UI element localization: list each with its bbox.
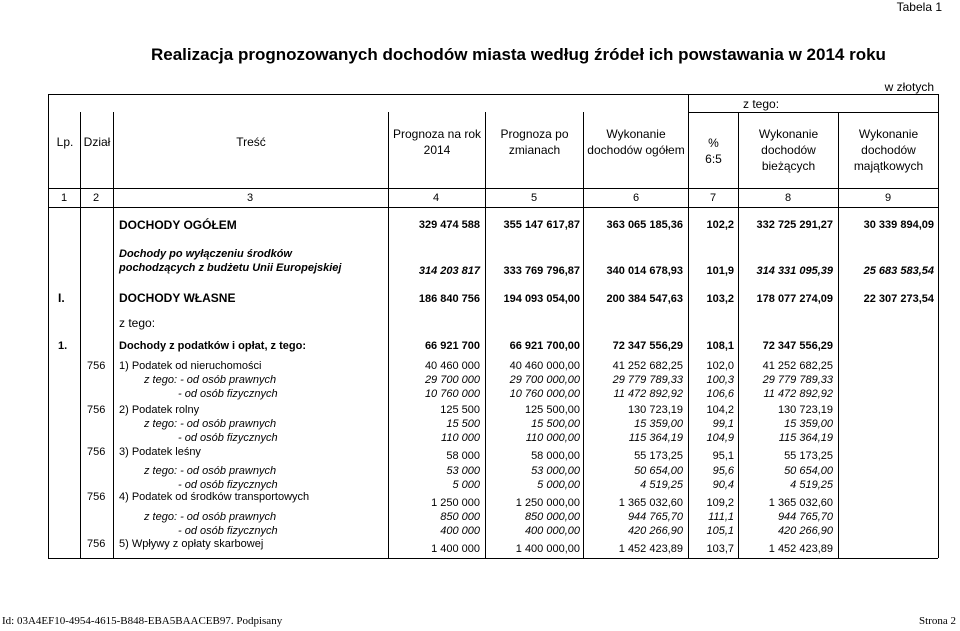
row-ue-c7: 101,9 [706, 265, 734, 277]
col-number-3: 3 [246, 192, 254, 204]
row-nieruch-c7: 102,0 [706, 360, 734, 372]
header-prognoza-zmiany-line2: zmianach [508, 143, 561, 157]
row-ue-c5: 333 769 796,87 [503, 265, 580, 277]
row-nieruch-prawne-label: z tego: - od osób prawnych [144, 374, 277, 386]
col-number-1: 1 [60, 192, 68, 204]
header-percent-line2: 6:5 [705, 152, 722, 166]
row-rolny-fizyczne-c8: 115 364,19 [778, 432, 833, 444]
row-rolny-c8: 130 723,19 [777, 404, 833, 416]
header-percent-line1: % [708, 136, 719, 150]
row-ue-c4: 314 203 817 [418, 265, 480, 277]
row-wlasne-c5: 194 093 054,00 [503, 293, 580, 305]
row-lesny-c5: 58 000,00 [531, 450, 580, 462]
row-wlasne-c8: 178 077 274,09 [756, 293, 833, 305]
row-ogolem-c9: 30 339 894,09 [863, 219, 934, 231]
row-rolny-prawne-c5: 15 500,00 [531, 418, 580, 430]
row-lesny-c7: 95,1 [712, 450, 734, 462]
row-rolny-fizyczne-label: - od osób fizycznych [178, 432, 278, 444]
row-rolny-prawne-c7: 99,1 [712, 418, 734, 430]
row-nieruch-c8: 41 252 682,25 [762, 360, 833, 372]
row-lesny-fizyczne-c5: 5 000,00 [537, 479, 580, 491]
row-rolny-c4: 125 500 [440, 404, 480, 416]
row-lesny-label: 3) Podatek leśny [119, 446, 201, 458]
row-transport-fizyczne-label: - od osób fizycznych [178, 525, 278, 537]
row-wlasne-label: DOCHODY WŁASNE [119, 291, 236, 305]
header-prognoza-rok [389, 126, 485, 158]
header-tresc: Treść [236, 135, 266, 149]
row-transport-fizyczne-c5: 400 000,00 [524, 525, 580, 537]
row-skarbowa-label: 5) Wpływy z opłaty skarbowej [119, 538, 264, 550]
row-ogolem-c7: 102,2 [706, 219, 734, 231]
row-nieruch-fizyczne-c6: 11 472 892,92 [613, 388, 683, 400]
row-nieruch-prawne-c4: 29 700 000 [424, 374, 480, 386]
header-wykonanie-biezace-line2: dochodów [761, 143, 816, 157]
row-podatki-c5: 66 921 700,00 [509, 340, 580, 352]
row-lesny-prawne-c8: 50 654,00 [784, 465, 833, 477]
row-nieruch-fizyczne-c4: 10 760 000 [424, 388, 480, 400]
row-transport-fizyczne-c8: 420 266,90 [777, 525, 833, 537]
row-transport-prawne-c6: 944 765,70 [627, 511, 683, 523]
row-transport-fizyczne-c6: 420 266,90 [627, 525, 683, 537]
row-skarbowa-c6: 1 452 423,89 [618, 543, 683, 555]
row-ue-c8: 314 331 095,39 [756, 265, 833, 277]
row-lesny-prawne-c4: 53 000 [446, 465, 480, 477]
header-wykonanie-biezace [739, 126, 838, 174]
row-rolny-c6: 130 723,19 [627, 404, 683, 416]
row-podatki-label: Dochody z podatków i opłat, z tego: [119, 340, 306, 352]
row-transport-prawne-c4: 850 000 [440, 511, 480, 523]
header-wykonanie-biezace-line3: bieżących [761, 159, 816, 173]
unit-label: w złotych [884, 80, 934, 94]
row-ue-label-line1: Dochody po wyłączeniu środków [119, 248, 292, 260]
row-nieruch-c4: 40 460 000 [424, 360, 480, 372]
page-title: Realizacja prognozowanych dochodów miasta według źródeł ich powstawania w 2014 roku [151, 45, 886, 64]
table-border-bottom [48, 558, 938, 559]
row-nieruch-c6: 41 252 682,25 [612, 360, 683, 372]
header-wykonanie-majatkowe-line1: Wykonanie [858, 127, 919, 141]
row-rolny-fizyczne-c6: 115 364,19 [628, 432, 683, 444]
row-transport-c8: 1 365 032,60 [768, 497, 833, 509]
row-skarbowa-dzial: 756 [87, 538, 106, 550]
header-wykonanie-majatkowe [839, 126, 938, 174]
col-number-7: 7 [709, 192, 717, 204]
row-wlasne-c7: 103,2 [706, 293, 734, 305]
row-skarbowa-c7: 103,7 [706, 543, 734, 555]
row-podatki-c7: 108,1 [706, 340, 734, 352]
row-ue-label-line2: pochodzących z budżetu Unii Europejskiej [119, 262, 342, 274]
row-ogolem-c8: 332 725 291,27 [756, 219, 833, 231]
row-podatki-c6: 72 347 556,29 [612, 340, 683, 352]
row-transport-prawne-c8: 944 765,70 [777, 511, 833, 523]
header-lp: Lp. [56, 135, 74, 149]
row-podatki-c4: 66 921 700 [424, 340, 480, 352]
row-transport-prawne-label: z tego: - od osób prawnych [144, 511, 277, 523]
row-rolny-fizyczne-c5: 110 000,00 [525, 432, 580, 444]
row-ue-c9: 25 683 583,54 [863, 265, 934, 277]
row-skarbowa-c8: 1 452 423,89 [768, 543, 833, 555]
row-transport-fizyczne-c4: 400 000 [440, 525, 480, 537]
col-number-5: 5 [530, 192, 538, 204]
row-nieruch-fizyczne-label: - od osób fizycznych [178, 388, 278, 400]
row-lesny-dzial: 756 [87, 446, 106, 458]
row-rolny-prawne-c8: 15 359,00 [784, 418, 833, 430]
row-skarbowa-c4: 1 400 000 [431, 543, 480, 555]
row-lesny-prawne-c6: 50 654,00 [634, 465, 683, 477]
header-prognoza-zmiany [486, 126, 583, 158]
col-number-8: 8 [784, 192, 792, 204]
row-wlasne-c6: 200 384 547,63 [606, 293, 683, 305]
row-transport-c4: 1 250 000 [431, 497, 480, 509]
row-nieruch-prawne-c7: 100,3 [706, 374, 734, 386]
sheet-tab[interactable]: Tabela 1 [896, 0, 942, 14]
z-tego-header: z tego: [743, 97, 780, 111]
row-ue-c6: 340 014 678,93 [606, 265, 683, 277]
row-lesny-fizyczne-c8: 4 519,25 [790, 479, 833, 491]
header-percent [689, 135, 738, 167]
row-ogolem-c4: 329 474 588 [418, 219, 480, 231]
row-nieruch-fizyczne-c5: 10 760 000,00 [509, 388, 580, 400]
header-dzial: Dział [83, 135, 111, 149]
row-transport-fizyczne-c7: 105,1 [706, 525, 734, 537]
row-lesny-fizyczne-label: - od osób fizycznych [178, 479, 278, 491]
row-ogolem-c6: 363 065 185,36 [606, 219, 683, 231]
col-number-9: 9 [884, 192, 892, 204]
row-transport-c6: 1 365 032,60 [618, 497, 683, 509]
table-border-top [48, 94, 938, 95]
header-wykonanie-ogolem [584, 126, 688, 158]
row-rolny-fizyczne-c7: 104,9 [706, 432, 734, 444]
row-rolny-c5: 125 500,00 [524, 404, 580, 416]
row-lesny-fizyczne-c6: 4 519,25 [640, 479, 683, 491]
footer-document-id: Id: 03A4EF10-4954-4615-B848-EBA5BAACEB97. Podpisany [2, 615, 283, 627]
header-divider [688, 112, 938, 113]
row-lesny-fizyczne-c4: 5 000 [452, 479, 480, 491]
row-transport-c5: 1 250 000,00 [515, 497, 580, 509]
row-rolny-label: 2) Podatek rolny [119, 404, 200, 416]
row-rolny-prawne-c4: 15 500 [446, 418, 480, 430]
header-bottom-line [48, 188, 938, 189]
row-lesny-c4: 58 000 [446, 450, 480, 462]
row-nieruch-prawne-c5: 29 700 000,00 [509, 374, 580, 386]
row-wlasne-c9: 22 307 273,54 [863, 293, 934, 305]
row-lesny-fizyczne-c7: 90,4 [712, 479, 734, 491]
row-rolny-prawne-c6: 15 359,00 [634, 418, 683, 430]
row-wlasne-c4: 186 840 756 [418, 293, 480, 305]
row-nieruch-fizyczne-c8: 11 472 892,92 [763, 388, 833, 400]
col-number-2: 2 [92, 192, 100, 204]
row-nieruch-label: 1) Podatek od nieruchomości [119, 360, 262, 372]
footer-page-number: Strona 2 [919, 615, 956, 627]
row-transport-prawne-c5: 850 000,00 [524, 511, 580, 523]
row-nieruch-prawne-c6: 29 779 789,33 [612, 374, 683, 386]
row-podatki-c8: 72 347 556,29 [762, 340, 833, 352]
header-prognoza-zmiany-line1: Prognoza po [500, 127, 569, 141]
row-transport-label: 4) Podatek od środków transportowych [119, 491, 310, 503]
header-wykonanie-majatkowe-line3: majątkowych [853, 159, 924, 173]
row-nieruch-dzial: 756 [87, 360, 106, 372]
row-transport-prawne-c7: 111,1 [708, 511, 734, 523]
row-rolny-c7: 104,2 [706, 404, 734, 416]
row-z-tego: z tego: [119, 316, 156, 330]
row-ogolem-c5: 355 147 617,87 [503, 219, 580, 231]
row-rolny-fizyczne-c4: 110 000 [441, 432, 480, 444]
header-prognoza-rok-line2: 2014 [423, 143, 451, 157]
row-transport-dzial: 756 [87, 491, 106, 503]
col-number-6: 6 [632, 192, 640, 204]
row-lesny-prawne-c5: 53 000,00 [531, 465, 580, 477]
row-lesny-prawne-c7: 95,6 [712, 465, 734, 477]
row-rolny-prawne-label: z tego: - od osób prawnych [144, 418, 277, 430]
row-skarbowa-c5: 1 400 000,00 [515, 543, 580, 555]
row-wlasne-lp: I. [58, 291, 65, 305]
row-ogolem-label: DOCHODY OGÓŁEM [119, 218, 237, 232]
header-wykonanie-majatkowe-line2: dochodów [861, 143, 916, 157]
row-nieruch-prawne-c8: 29 779 789,33 [762, 374, 833, 386]
row-transport-c7: 109,2 [706, 497, 734, 509]
header-wykonanie-ogolem-line1: Wykonanie [606, 127, 666, 141]
row-nieruch-c5: 40 460 000,00 [509, 360, 580, 372]
row-lesny-c8: 55 173,25 [784, 450, 833, 462]
row-lesny-c6: 55 173,25 [634, 450, 683, 462]
header-wykonanie-biezace-line1: Wykonanie [758, 127, 819, 141]
row-rolny-dzial: 756 [87, 404, 106, 416]
row-nieruch-fizyczne-c7: 106,6 [706, 388, 734, 400]
row-podatki-lp: 1. [58, 340, 68, 352]
colnum-bottom-line [48, 207, 938, 208]
row-lesny-prawne-label: z tego: - od osób prawnych [144, 465, 277, 477]
header-prognoza-rok-line1: Prognoza na rok [392, 127, 482, 141]
col-number-4: 4 [432, 192, 440, 204]
header-wykonanie-ogolem-line2: dochodów ogółem [587, 143, 685, 157]
